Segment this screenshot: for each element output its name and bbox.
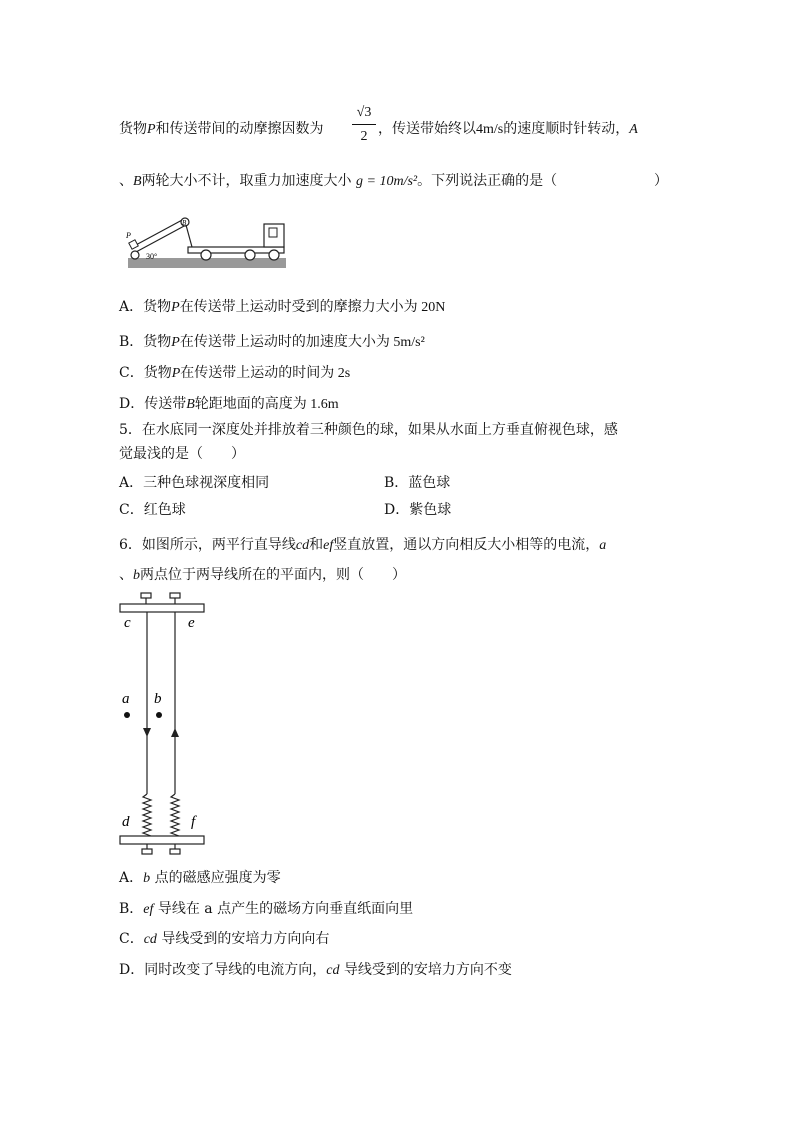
q6-option-A: A．b 点的磁感应强度为零 (119, 870, 281, 886)
q4-option-D: D．传送带B轮距地面的高度为 1.6m (119, 396, 339, 412)
truck-window (269, 228, 277, 237)
angle-label: 30° (146, 252, 158, 261)
q6-stem-line1: 6．如图所示，两平行直导线cd和ef竖直放置，通以方向相反大小相等的电流，a (119, 537, 607, 553)
belt-top (134, 219, 184, 246)
top-plate (120, 604, 204, 612)
q4-option-B: B．货物P在传送带上运动时的加速度大小为 5m/s² (119, 334, 425, 350)
point-b (156, 712, 162, 718)
q6-wires-figure (116, 590, 210, 858)
q4-option-C: C．货物P在传送带上运动的时间为 2s (119, 365, 351, 381)
label-d: d (122, 814, 130, 830)
belt-bottom (136, 225, 186, 252)
q5-stem-line2: 觉最浅的是（ ） (119, 446, 245, 462)
truck-wheel (201, 250, 211, 260)
bottom-terminal (170, 849, 180, 854)
spring-d (143, 794, 151, 839)
q4-stem-line1-rest: ，传送带始终以4m/s的速度顺时针转动，A (378, 121, 638, 137)
q4-option-A: A．货物P在传送带上运动时受到的摩擦力大小为 20N (119, 299, 446, 315)
label-c: c (124, 615, 131, 631)
q6-option-C: C．cd 导线受到的安培力方向向右 (119, 931, 330, 947)
label-a: a (122, 691, 130, 707)
q4-stem-line2: 、B两轮大小不计，取重力加速度大小 g = 10m/s²。下列说法正确的是（ (119, 173, 558, 189)
label-f: f (191, 814, 196, 830)
label-P: P (126, 231, 131, 240)
wheel-A (131, 251, 139, 259)
spring-f (171, 794, 179, 839)
q6-stem-line2: 、b两点位于两导线所在的平面内，则（ ） (119, 567, 406, 583)
truck-wheel (269, 250, 279, 260)
q5-option-C: C．红色球 (119, 502, 186, 518)
point-a (124, 712, 130, 718)
label-e: e (188, 615, 195, 631)
arrow-up-icon (171, 728, 179, 737)
label-B: B (182, 219, 187, 227)
q5-stem-line1: 5．在水底同一深度处并排放着三种颜色的球，如果从水面上方垂直俯视色球，感 (119, 422, 618, 438)
top-terminal (141, 593, 151, 598)
q4-friction-fraction: √3 2 (352, 103, 376, 147)
q4-stem-close-paren: ） (654, 173, 668, 189)
q6-option-D: D．同时改变了导线的电流方向，cd 导线受到的安培力方向不变 (119, 962, 512, 978)
truck-wheel (245, 250, 255, 260)
q4-conveyor-figure (124, 214, 288, 270)
arrow-down-icon (143, 728, 151, 737)
belt-support (186, 225, 192, 247)
q6-option-B: B．ef 导线在 a 点产生的磁场方向垂直纸面向里 (119, 901, 414, 917)
q5-option-B: B．蓝色球 (384, 475, 451, 491)
bottom-plate (120, 836, 204, 844)
q5-option-A: A．三种色球视深度相同 (119, 475, 270, 491)
bottom-terminal (142, 849, 152, 854)
q5-option-D: D．紫色球 (384, 502, 452, 518)
label-b: b (154, 691, 162, 707)
cargo-P (129, 240, 138, 249)
q4-stem-line1: 货物P和传送带间的动摩擦因数为 (119, 121, 324, 137)
top-terminal (170, 593, 180, 598)
